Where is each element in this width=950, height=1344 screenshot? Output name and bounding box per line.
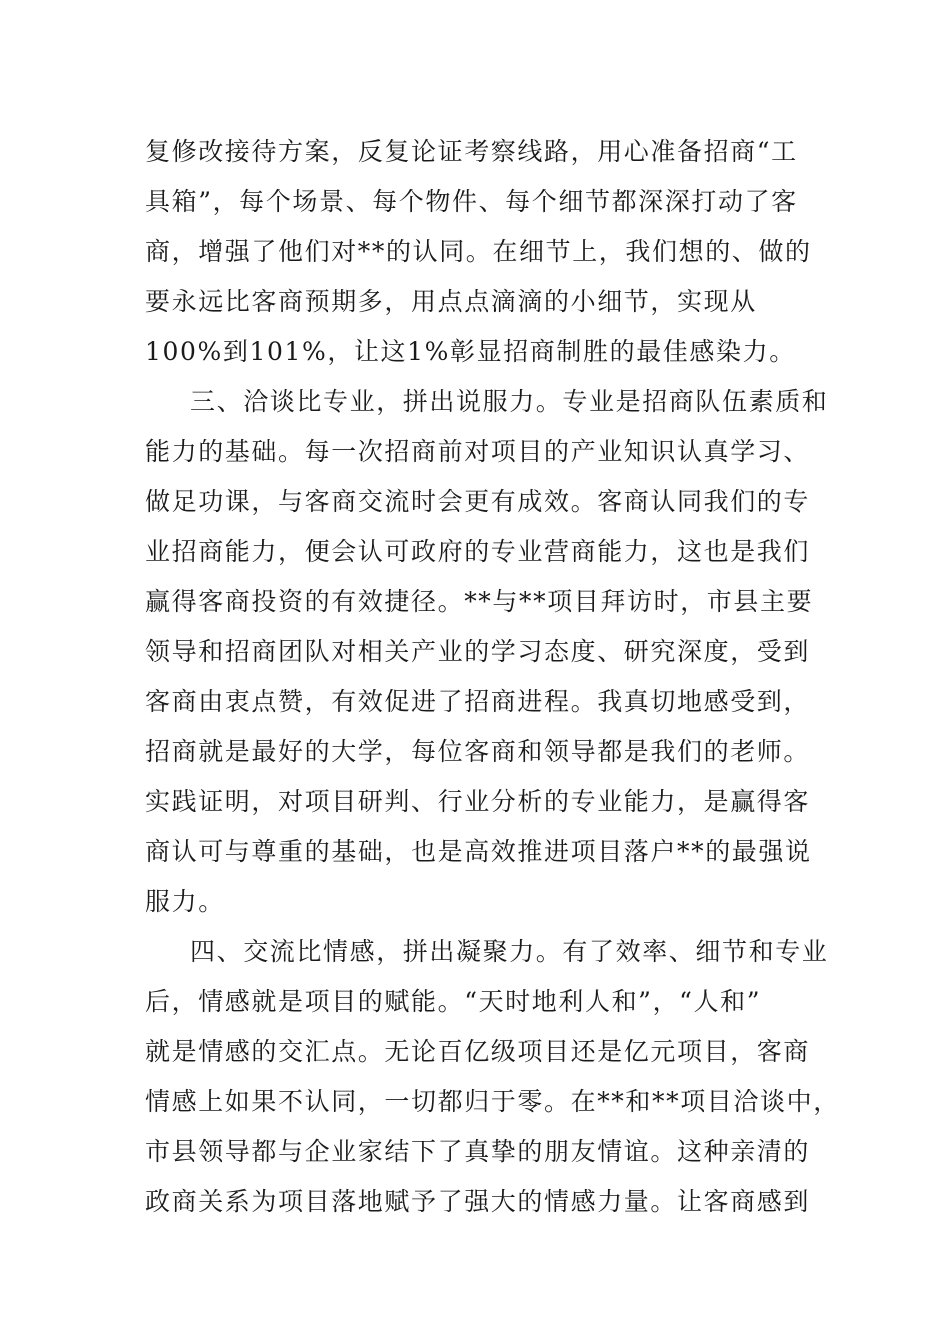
- text-line: 情感上如果不认同，一切都归于零。在**和**项目洽谈中，: [145, 1087, 840, 1116]
- text-line: 招商就是最好的大学，每位客商和领导都是我们的老师。: [145, 737, 811, 766]
- text-line: 服力。: [145, 887, 225, 916]
- text-line: 就是情感的交汇点。无论百亿级项目还是亿元项目，客商: [145, 1037, 811, 1066]
- text-line: 商认可与尊重的基础，也是高效推进项目落户**的最强说: [145, 837, 812, 866]
- paragraph-first-line: 四、交流比情感，拼出凝聚力。有了效率、细节和专业: [190, 937, 829, 966]
- text-line: 能力的基础。每一次招商前对项目的产业知识认真学习、: [145, 437, 811, 466]
- text-line: 业招商能力，便会认可政府的专业营商能力，这也是我们: [145, 537, 811, 566]
- text-line: 实践证明，对项目研判、行业分析的专业能力，是赢得客: [145, 787, 811, 816]
- text-line: 商，增强了他们对**的认同。在细节上，我们想的、做的: [145, 237, 812, 266]
- text-line: 后，情感就是项目的赋能。“天时地利人和”，“人和”: [145, 987, 762, 1016]
- text-line: 具箱”，每个场景、每个物件、每个细节都深深打动了客: [145, 187, 798, 216]
- text-line: 要永远比客商预期多，用点点滴滴的小细节，实现从: [145, 287, 757, 316]
- text-line: 复修改接待方案，反复论证考察线路，用心准备招商“工: [145, 137, 798, 166]
- text-line: 市县领导都与企业家结下了真挚的朋友情谊。这种亲清的: [145, 1137, 811, 1166]
- text-line: 做足功课，与客商交流时会更有成效。客商认同我们的专: [145, 487, 811, 516]
- paragraph-first-line: 三、洽谈比专业，拼出说服力。专业是招商队伍素质和: [190, 387, 829, 416]
- text-line: 政商关系为项目落地赋予了强大的情感力量。让客商感到: [145, 1187, 811, 1216]
- text-line: 领导和招商团队对相关产业的学习态度、研究深度，受到: [145, 637, 811, 666]
- text-line: 赢得客商投资的有效捷径。**与**项目拜访时，市县主要: [145, 587, 814, 616]
- text-line: 100%到101%，让这1%彰显招商制胜的最佳感染力。: [145, 337, 796, 366]
- text-line: 客商由衷点赞，有效促进了招商进程。我真切地感受到，: [145, 687, 811, 716]
